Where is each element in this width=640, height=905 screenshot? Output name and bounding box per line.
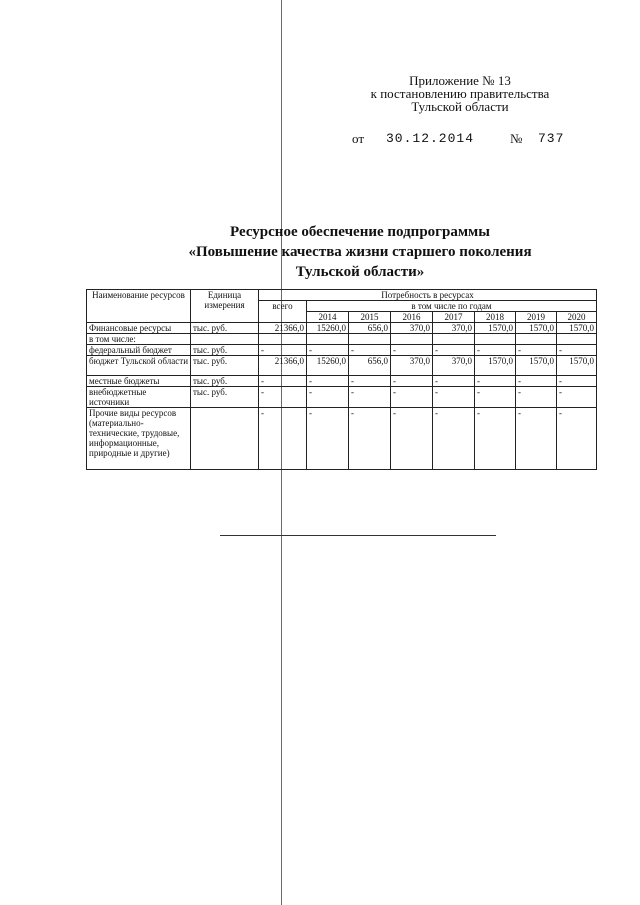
header-year: 2018 [475,312,516,323]
row-unit: тыс. руб. [191,323,259,334]
row-total: - [259,345,307,356]
row-year-value: - [349,387,391,408]
appendix-block [330,74,590,113]
row-year-value: 1570,0 [557,356,597,376]
header-year: 2016 [391,312,433,323]
row-year-value [307,334,349,345]
row-year-value: - [516,376,557,387]
row-year-value: - [349,345,391,356]
row-name: федеральный бюджет [87,345,191,356]
order-number-sign: № [510,131,523,146]
header-year: 2020 [557,312,597,323]
row-year-value: 1570,0 [516,323,557,334]
order-reference [352,131,572,147]
row-year-value: - [475,376,516,387]
row-year-value: - [475,387,516,408]
row-unit [191,334,259,345]
row-name: Финансовые ресурсы [87,323,191,334]
row-year-value [391,334,433,345]
header-year: 2014 [307,312,349,323]
row-year-value: - [307,376,349,387]
row-year-value [433,334,475,345]
appendix-line-1: Приложение № 13 [409,73,511,88]
row-year-value: - [516,408,557,470]
row-year-value: 370,0 [391,323,433,334]
row-name: в том числе: [87,334,191,345]
row-year-value: 370,0 [433,323,475,334]
row-year-value: - [557,387,597,408]
header-name: Наименование ресурсов [87,290,191,323]
row-year-value: - [391,376,433,387]
row-total: - [259,376,307,387]
row-year-value: 656,0 [349,356,391,376]
row-year-value: - [516,387,557,408]
header-need: Потребность в ресурсах [259,290,597,301]
row-name: внебюджетные источники [87,387,191,408]
table-row [87,356,597,376]
row-year-value: - [307,387,349,408]
row-year-value: 370,0 [433,356,475,376]
header-unit: Единица измерения [191,290,259,323]
row-unit: тыс. руб. [191,356,259,376]
table-row [87,345,597,356]
row-year-value: - [557,408,597,470]
row-year-value: - [433,387,475,408]
row-year-value: 1570,0 [475,356,516,376]
title-line-3: Тульской области» [295,264,425,280]
row-year-value: - [516,345,557,356]
row-year-value: - [433,376,475,387]
order-date: 30.12.2014 [386,131,475,146]
row-total: - [259,408,307,470]
row-year-value: 1570,0 [516,356,557,376]
row-unit: тыс. руб. [191,376,259,387]
table-row [87,376,597,387]
title-line-2: «Повышение качества жизни старшего поколения [188,244,532,260]
row-year-value [349,334,391,345]
header-year: 2017 [433,312,475,323]
row-year-value: - [433,345,475,356]
order-number: 737 [538,131,565,146]
row-unit: тыс. руб. [191,387,259,408]
row-year-value [475,334,516,345]
header-by-years: в том числе по годам [307,301,597,312]
header-year: 2019 [516,312,557,323]
table-row [87,408,597,470]
row-year-value: - [391,387,433,408]
row-year-value [516,334,557,345]
row-year-value: - [391,408,433,470]
table-row [87,387,597,408]
row-year-value: - [391,345,433,356]
appendix-line-3: Тульской области [411,99,509,114]
row-year-value: 15260,0 [307,323,349,334]
row-year-value: - [433,408,475,470]
row-total: 21366,0 [259,356,307,376]
row-year-value: - [557,345,597,356]
row-year-value: - [349,376,391,387]
row-name: местные бюджеты [87,376,191,387]
row-year-value [557,334,597,345]
row-total: 21366,0 [259,323,307,334]
row-year-value: 1570,0 [475,323,516,334]
row-total [259,334,307,345]
row-total: - [259,387,307,408]
order-from-label: от [352,131,365,146]
row-name: бюджет Тульской области [87,356,191,376]
table-row [87,334,597,345]
resources-table [86,289,597,470]
row-year-value: - [475,345,516,356]
document-title [150,222,570,282]
row-year-value: 370,0 [391,356,433,376]
title-line-1: Ресурсное обеспечение подпрограммы [230,224,490,240]
separator-line [220,535,496,536]
row-year-value: - [307,408,349,470]
row-name: Прочие виды ресурсов (материально-технические, трудовые, информационные, природные и другие) [87,408,191,470]
header-total: всего [259,301,307,323]
row-year-value: 1570,0 [557,323,597,334]
row-year-value: - [307,345,349,356]
row-year-value: 15260,0 [307,356,349,376]
header-year: 2015 [349,312,391,323]
row-year-value: - [349,408,391,470]
row-year-value: - [475,408,516,470]
table-row [87,323,597,334]
appendix-line-2: к постановлению правительства [370,86,550,101]
row-year-value: 656,0 [349,323,391,334]
row-year-value: - [557,376,597,387]
row-unit [191,408,259,470]
row-unit: тыс. руб. [191,345,259,356]
